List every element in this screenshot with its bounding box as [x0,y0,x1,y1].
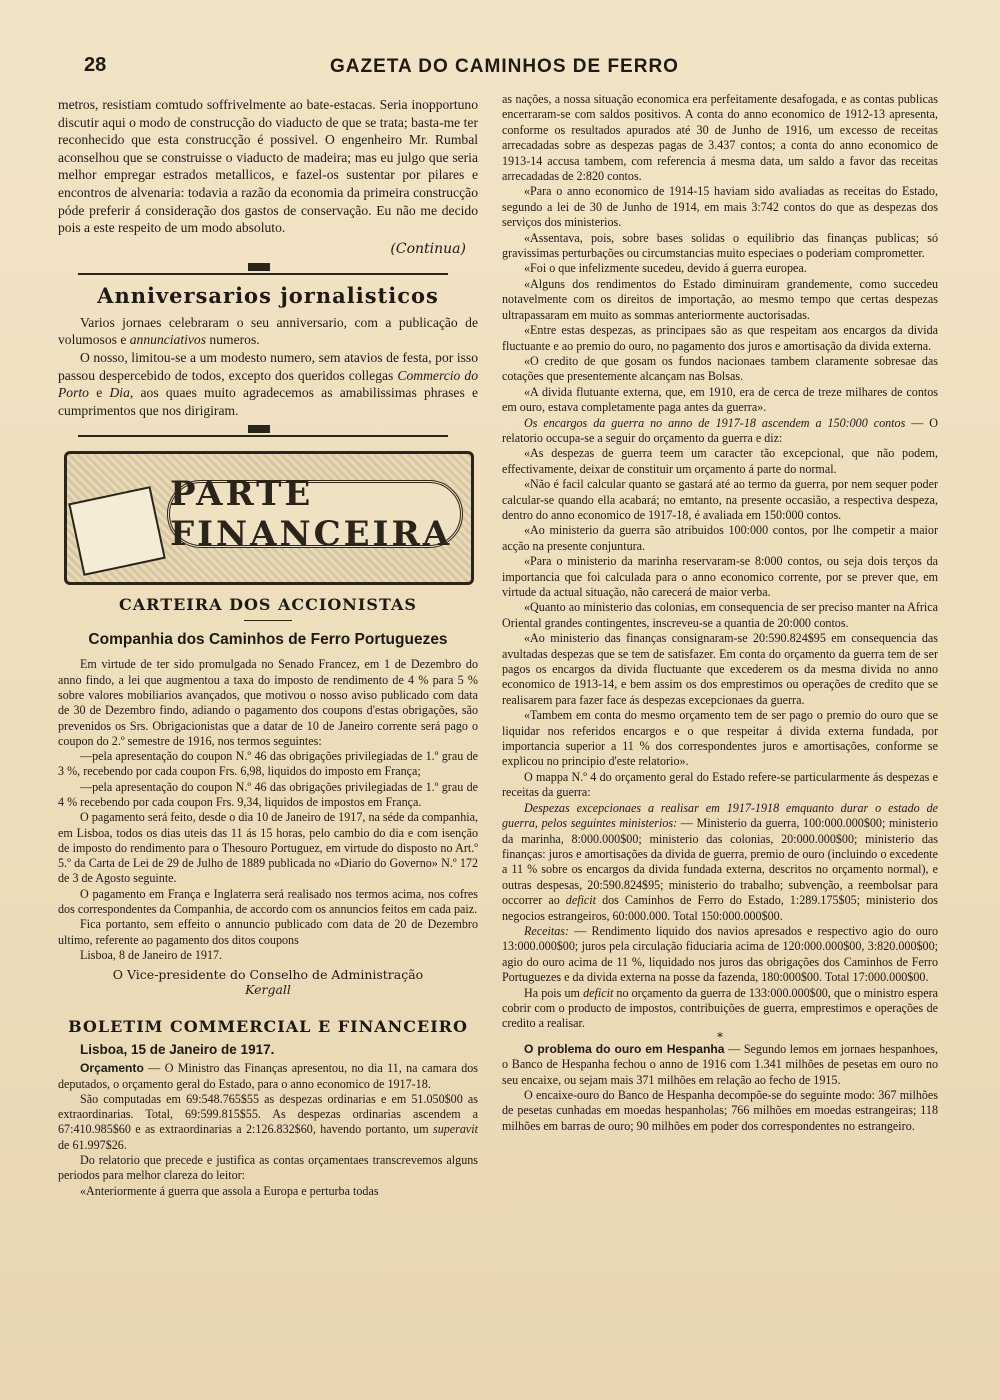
boletim-dateline: Lisboa, 15 de Janeiro de 1917. [80,1042,275,1058]
report-paragraph: «As despezas de guerra teem um caracter tão excepcional, que não podem, effectivamente, deixar de constituir um orçamento á parte do normal. [502,446,938,476]
company-paragraph: —pela apresentação do coupon N.º 46 das obrigações privilegiadas de 1.º grau de 4 % recebendo por cada coupon Frs. 9,34, liquidos de impostos em França. [58,779,478,809]
report-paragraph: «Entre estas despezas, as principaes são as que respeitam aos encargos da divida fluctuante e ao premio do ouro, no pagamento dos juros e amortisação da divida externa. [502,323,938,353]
expenses-paragraph: Despezas excepcionaes a realisar em 1917-1918 emquanto durar o estado de guerra, pelos seguintes ministerios: — Ministerio da guerra, 100:000.000$00; ministerio da marinha, 8:000.000$00; ministerio das colonias, 20:000.000$00; ministerio das finanças: juros e amortisações da divida de guerra, premio de ouro (incluindo o excedente a 11 % sobre os encargos da divida fundada externa, descritos no orçamento normal), e outras despesas, 20:590.824$95; ministerio do trabalho; subvenção, a reembolsar para occorrer ao deficit dos Caminhos de Ferro do Estado, 1:289.175$05; ministerio dos negocios estrangeiros, 60:000.000. Total 150:000.000$00. [502,800,938,923]
report-paragraph: O mappa N.º 4 do orçamento geral do Estado refere-se particularmente ás despezas e receitas da guerra: [502,769,938,800]
company-heading: Companhia dos Caminhos de Ferro Portuguezes [88,631,448,649]
intro-paragraph: metros, resistiam comtudo soffrivelmente ao bate-estacas. Seria inopportuno discutir aqui o modo de construcção do viaducto de que se trata; basta-me ter reconhecido que esta construcção é possivel. O engenheiro Mr. Rumbal aconselhou que se construisse o viaducto de madeira; mas eu julgo que seria melhor empregar estrados metallicos, e fazel-os sustentar por pilares e encontros de alvenaria: todavia a razão da economia da primeira construcção póde preferir á consideração dos gastos de conservação. Eu não me decido pois a este respeito de um modo absoluto. [58,97,478,236]
signature-name: Kergall [245,982,291,998]
asterism-divider: * [717,1029,723,1044]
banner-label: PARTE FINANCEIRA [167,480,463,548]
ornament-divider-2 [78,425,448,437]
report-paragraph: «Não é facil calcular quanto se gastará até ao termo da guerra, por nem sequer poder calcular-se quando ella acabará; no emtanto, na presente occasião, a respectiva despeza, dentro do anno economico de 1917-18, é avaliada em 150:000 contos. [502,477,938,522]
financial-section-banner [64,451,474,585]
page-title: GAZETA DO CAMINHOS DE FERRO [330,56,679,77]
company-paragraph: O pagamento será feito, desde o dia 10 de Janeiro de 1917, na séde da companhia, em Lisboa, todos os dias uteis das 11 ás 15 horas, pelo cambio do dia e com isenção de imposto do rendimento para o Thesouro Portuguez, em virtude do disposto no Art.º 5.º da Carta de Lei de 29 de Julho de 1889 publicada no «Diario do Governo» N.º 172 de 3 de Agosto seguinte. [58,810,478,886]
page-number: 28 [84,54,107,76]
continua-label: (Continua) [390,240,466,257]
papers-illustration-icon [68,486,166,576]
anniversary-paragraph-1: Varios jornaes celebraram o seu anniversario, com a publicação de volumosos e annunciativos numeros. [58,314,478,348]
gold-paragraph-1: O problema do ouro em Hespanha — Segundo lemos em jornaes hespanhoes, o Banco de Hespanha fechou o anno de 1916 com 1.341 milhões de pesetas em ouro no seu encaixe, ou sejam mais 371 milhões em relação ao fecho de 1915. [502,1041,938,1087]
carteira-heading: CARTEIRA DOS ACCIONISTAS [119,595,417,615]
report-paragraph: «Foi o que infelizmente sucedeu, devido á guerra europea. [524,261,807,276]
anniversary-paragraph-2: O nosso, limitou-se a um modesto numero, sem atavios de festa, por isso passou despercebido de todos, excepto dos queridos collegas Commercio do Porto e Dia, aos quaes muito agradecemos as amabilissimas phrases e cumprimentos que nos dirigiram. [58,349,478,418]
report-paragraph: «Tambem em conta do mesmo orçamento tem de ser pago o premio do ouro que se liquidar nos referidos encargos e o que respeitar á divida externa fundada, por importancia superior a 11 % dos correspondentes juros e amortisações, conforme se explicou no principio d'este relatorio». [502,708,938,769]
report-paragraph: «Alguns dos rendimentos do Estado diminuiram grandemente, como succedeu notavelmente com os direitos de importação, ao mesmo tempo que certas despezas ultrapassaram em muito as sommas anteriormente auctorisadas. [502,276,938,322]
financial-section [58,595,478,1199]
report-paragraph: as nações, a nossa situação economica era perfeitamente desafogada, e as contas publicas encerraram-se com saldos positivos. A conta do anno economico de 1912-13 apresenta, conforme os resultados apurados até 30 de Junho de 1916, um excesso de receitas arrecadadas sobre as despezas pagas de 3.437 contos; a conta do anno economico de 1913-14 accusa tambem, com referencia á mesma data, um saldo a favor das receitas arrecadadas de 2:820 contos. [502,92,938,184]
report-paragraph: «Ao ministerio das finanças consignaram-se 20:590.824$95 em consequencia das avultadas despezas que se tem de satisfazer. Em conta do orçamento da guerra tem de ser pagos os encargos da divida fluctuante que excederem os da mesma divida no anno economico de 1913-14, e bem assim os dos emprestimos ou operações de credito que se realisarem para fazer face ás despezas excepcionaes da guerra. [502,631,938,707]
company-paragraph: Fica portanto, sem effeito o annuncio publicado com data de 20 de Dezembro ultimo, referente ao pagamento dos ditos coupons [58,917,478,947]
signature-title: O Vice-presidente do Conselho de Administração [112,967,424,983]
report-paragraph: «Para o ministerio da marinha reservaram-se 8:000 contos, ou seja dois terços da importancia que foi calculada para o anno economico corrente, por se prever que, em virtude da actual situação, não carecerá de maior verba. [502,554,938,599]
budget-paragraph-4: «Anteriormente á guerra que assola a Europa e perturba todas [80,1183,379,1198]
report-paragraph: «Assentava, pois, sobre bases solidas o equilibrio das finanças publicas; só gravissimas perturbações ou circumstancias muito especiaes o poderiam comprometter. [502,230,938,261]
section-rule [244,620,292,621]
right-column [502,92,938,1134]
gold-paragraph-2: O encaixe-ouro do Banco de Hespanha decompõe-se do seguinte modo: 367 milhões de pesetas cunhadas em moedas hespanholas; 766 milhões em moedas estrangeiras; 118 milhões em barras de ouro; 90 milhões em poder dos correspondentes no estrangeiro. [502,1088,938,1133]
boletim-heading: BOLETIM COMMERCIAL E FINANCEIRO [68,1017,468,1037]
company-paragraph: O pagamento em França e Inglaterra será realisado nos termos acima, nos cofres dos correspondentes da Companhia, de accordo com os annuncios feitos em cada paiz. [58,886,478,917]
receipts-paragraph: Receitas: — Rendimento liquido dos navios apresados e respectivo agio do ouro 13:000.000$00; juros pela circulação fiduciaria acima de 120:000.000$00, 3:820.000$00; agio do ouro acima de 11 %, liquidado nos juros das obrigações dos Caminhos de Ferro Portuguezes e da divida externa na posse da fazenda, 180:000$00. Total 17:000.000$00. [502,923,938,985]
war-costs-paragraph: Os encargos da guerra no anno de 1917-18 ascendem a 150:000 contos — O relatorio occupa-se a seguir do orçamento da guerra e diz: [502,415,939,445]
ornament-divider [78,263,448,275]
budget-paragraph-2: São computadas em 69:548.765$55 as despezas ordinarias e em 51.050$00 as extraordinarias. Total, 69:599.815$55. As despezas ordinarias ascendem a 67:410.985$60 e as extraordinarias a 2:126.832$60, havendo portanto, um superavit de 61.997$26. [58,1091,478,1152]
report-paragraph: «O credito de que gosam os fundos nacionaes tambem claramente sobresae das cotações que presentemente alcançam nas Bolsas. [502,353,938,384]
anniversary-heading: Anniversarios jornalisticos [97,282,439,308]
company-paragraph: Em virtude de ter sido promulgada no Senado Francez, em 1 de Dezembro do anno findo, a lei que augmentou a taxa do imposto de rendimento de 4 % para 5 % sobre valores mobiliarios avançados, que motivou o nosso aviso publicado com data de 30 de Dezembro findo, adiando o pagamento dos coupons d'estas obrigações, são prevenidos os Srs. Obrigacionistas que a datar de 10 de Janeiro corrente será pago o coupon do 2.º semestre de 1916, nos termos seguintes: [58,657,478,748]
report-paragraph: «Para o anno economico de 1914-15 haviam sido avaliadas as receitas do Estado, segundo a lei de 30 de Junho de 1914, em mais 3:742 contos do que as despezas dos serviços dos ministerios. [502,184,938,230]
left-column [58,96,478,1199]
report-paragraph: «A divida flutuante externa, que, em 1910, era de cerca de treze milhares de contos em ouro, estava completamente paga antes da guerra». [502,384,938,415]
report-paragraph: «Ao ministerio da guerra são atribuidos 100:000 contos, por lhe competir a maior acção na presente conjuntura. [502,523,938,553]
budget-paragraph-1: Orçamento — O Ministro das Finanças apresentou, no dia 11, na camara dos deputados, o orçamento geral do Estado, para o anno economico de 1917-18. [58,1061,478,1091]
budget-paragraph-3: Do relatorio que precede e justifica as contas orçamentaes transcrevemos alguns periodos para melhor clareza do leitor: [58,1153,478,1183]
company-paragraph: —pela apresentação do coupon N.º 46 das obrigações privilegiadas de 1.º grau de 3 %, recebendo por cada coupon Frs. 6,98, liquidos do imposto em França; [58,749,478,779]
report-paragraph: «Quanto ao ministerio das colonias, em consequencia de ser preciso manter na Africa Oriental grandes contingentes, inscreveu-se a quantia de 20:000 contos. [502,600,938,630]
company-paragraph: Lisboa, 8 de Janeiro de 1917. [80,947,223,962]
deficit-paragraph: Ha pois um deficit no orçamento da guerra de 133:000.000$00, que o ministro espera cobrir com o producto de impostos, contribuições de guerra, emprestimos e operações de credito a realisar. [502,985,938,1031]
